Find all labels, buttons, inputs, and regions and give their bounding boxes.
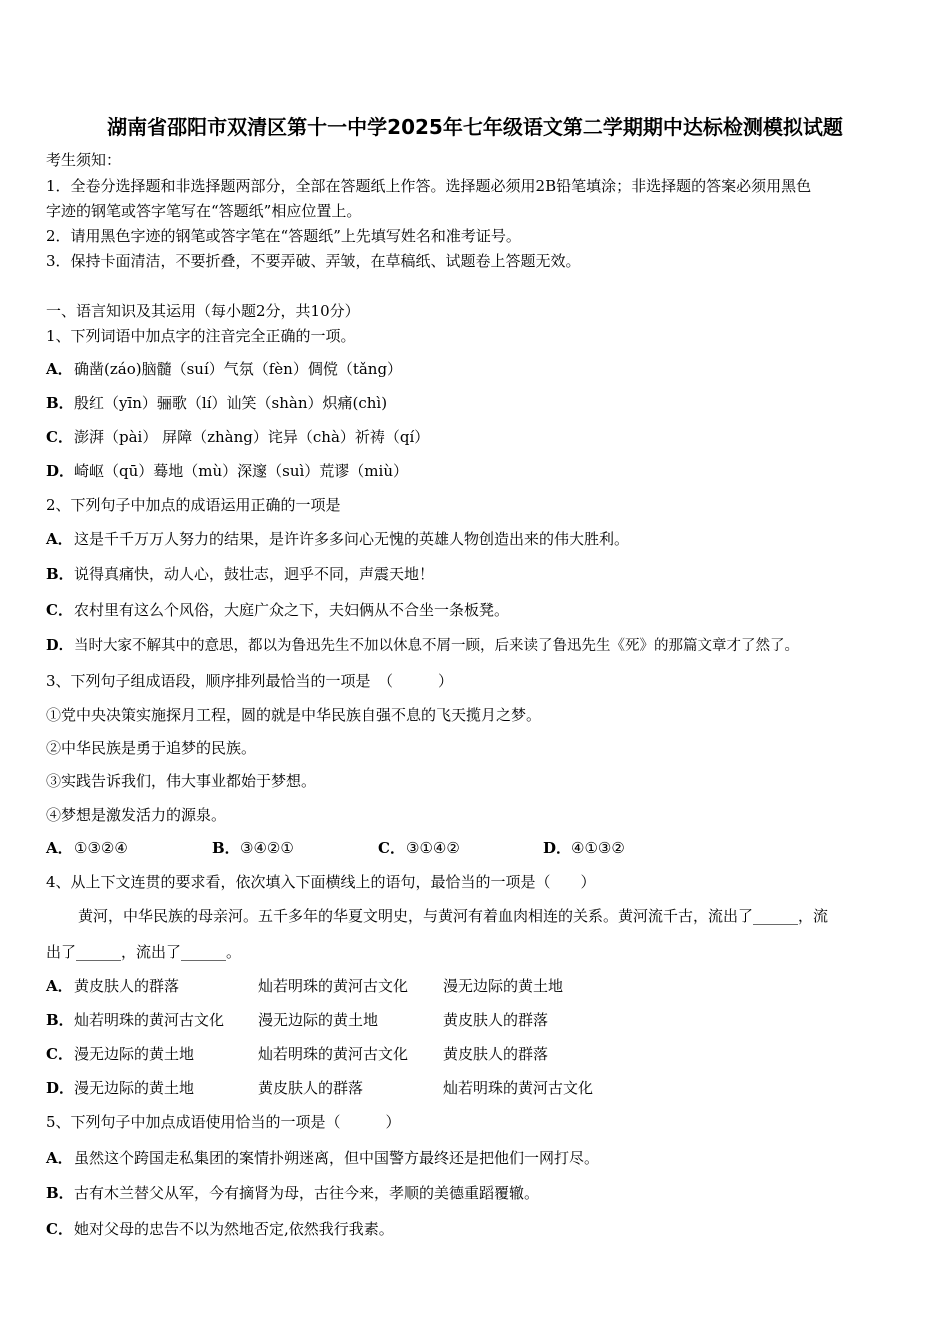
question-1-stem: 1、下列词语中加点字的注音完全正确的一项。: [46, 327, 356, 345]
q2-option-d: D．当时大家不解其中的意思，都以为鲁迅先生不加以休息不屑一顾，后来读了鲁迅先生《死》的那篇文章才了然了。: [46, 637, 799, 654]
notice-item: 2．请用黑色字迹的钢笔或答字笔在“答题纸”上先填写姓名和准考证号。: [46, 227, 521, 245]
q1-option-d: D．崎岖（qū）蓦地（mù）深邃（suì）荒谬（miù）: [46, 462, 408, 480]
question-5-stem: 5、下列句子中加点成语使用恰当的一项是（ ）: [46, 1113, 401, 1131]
question-4-stem: 4、从上下文连贯的要求看，依次填入下面横线上的语句，最恰当的一项是（ ）: [46, 873, 596, 891]
notice-item: 3．保持卡面清洁，不要折叠，不要弄破、弄皱，在草稿纸、试题卷上答题无效。: [46, 252, 581, 270]
notice-item: 字迹的钢笔或答字笔写在“答题纸”相应位置上。: [46, 202, 362, 220]
exam-page: 湖南省邵阳市双清区第十一中学2025年七年级语文第二学期期中达标检测模拟试题 考生须知： 1．全卷分选择题和非选择题两部分，全部在答题纸上作答。选择题必须用2B铅笔填涂；非选择题的答案必须用黑色 字迹的钢笔或答字笔写在“答题纸”相应位置上。 2．请用黑色字迹的钢笔或答字笔在“答题纸”上先填写姓名和准考证号。 3．保持卡面清洁，不要折叠，不要弄破、弄皱，在草稿纸、试题卷上答题无效。 一、语言知识及其运用（每小题2分，共10分） 1、下列词语中加点字的注音完全正确的一项。 A．确凿(záo)脑髓（suí）气氛（fèn）倜傥（tǎng） B．殷红（yīn）骊歌（lí）讪笑（shàn）炽痛(chì) C．澎湃（pài） 屏障（zhàng）诧异（chà）祈祷（qí） D．崎岖（qū）蓦地（mù）深邃（suì）荒谬（miù） 2、下列句子中加点的成语运用正确的一项是 A．这是千千万万人努力的结果，是许许多多问心无愧的英雄人物创造出来的伟大胜利。 B．说得真痛快，动人心，鼓壮志，迥乎不同，声震天地！ C．农村里有这么个风俗，大庭广众之下，夫妇俩从不合坐一条板凳。 D．当时大家不解其中的意思，都以为鲁迅先生不加以休息不屑一顾，后来读了鲁迅先生《死》的那篇文章才了然了。 3、下列句子组成语段，顺序排列最恰当的一项是 （ ） ①党中央决策实施探月工程，圆的就是中华民族自强不息的飞天揽月之梦。 ②中华民族是勇于追梦的民族。 ③实践告诉我们，伟大事业都始于梦想。 ④梦想是激发活力的源泉。 A．①③②④ B．③④②① C．③①④② D．④①③② 4、从上下文连贯的要求看，依次填入下面横线上的语句，最恰当的一项是（ ） 黄河，中华民族的母亲河。五千多年的华夏文明史，与黄河有着血肉相连的关系。黄河流千古，流出了______，流 出了______，流出了______。 A．黄皮肤人的群落 灿若明珠的黄河古文化 漫无边际的黄土地 B．灿若明珠的黄河古文化 漫无边际的黄土地 黄皮肤人的群落 C．漫无边际的黄土地 灿若明珠的黄河古文化 黄皮肤人的群落 D．漫无边际的黄土地 黄皮肤人的群落 灿若明珠的黄河古文化 5、下列句子中加点成语使用恰当的一项是（ ） A．虽然这个跨国走私集团的案情扑朔迷离，但中国警方最终还是把他们一网打尽。 B．古有木兰替父从军，今有摘肾为母，古往今来，孝顺的美德重蹈覆辙。 C．她对父母的忠告不以为然地否定,依然我行我素。: [0, 0, 950, 1344]
q3-sentence: ③实践告诉我们，伟大事业都始于梦想。: [46, 772, 317, 790]
q1-option-c: C．澎湃（pài） 屏障（zhàng）诧异（chà）祈祷（qí）: [46, 428, 430, 446]
q3-option-b: B．③④②①: [212, 839, 294, 857]
q4-passage: 黄河，中华民族的母亲河。五千多年的华夏文明史，与黄河有着血肉相连的关系。黄河流千古，流出了______，流: [78, 907, 829, 925]
q3-option-d: D．④①③②: [543, 839, 625, 857]
q3-option-c: C．③①④②: [378, 839, 460, 857]
notice-heading: 考生须知：: [46, 151, 122, 169]
q3-sentence: ②中华民族是勇于追梦的民族。: [46, 739, 257, 757]
q5-option-a: A．虽然这个跨国走私集团的案情扑朔迷离，但中国警方最终还是把他们一网打尽。: [46, 1149, 600, 1167]
q1-option-b: B．殷红（yīn）骊歌（lí）讪笑（shàn）炽痛(chì): [46, 394, 388, 412]
question-3-stem: 3、下列句子组成语段，顺序排列最恰当的一项是 （ ）: [46, 672, 454, 690]
q3-option-a: A．①③②④: [46, 839, 128, 857]
page-title: 湖南省邵阳市双清区第十一中学2025年七年级语文第二学期期中达标检测模拟试题: [107, 115, 843, 139]
q2-option-a: A．这是千千万万人努力的结果，是许许多多问心无愧的英雄人物创造出来的伟大胜利。: [46, 530, 630, 548]
notice-item: 1．全卷分选择题和非选择题两部分，全部在答题纸上作答。选择题必须用2B铅笔填涂；非选择题的答案必须用黑色: [46, 177, 812, 195]
q3-sentence: ④梦想是激发活力的源泉。: [46, 806, 227, 824]
q1-option-a: A．确凿(záo)脑髓（suí）气氛（fèn）倜傥（tǎng）: [46, 360, 403, 378]
section-heading: 一、语言知识及其运用（每小题2分，共10分）: [46, 302, 360, 320]
q5-option-b: B．古有木兰替父从军，今有摘肾为母，古往今来，孝顺的美德重蹈覆辙。: [46, 1184, 540, 1202]
q2-option-c: C．农村里有这么个风俗，大庭广众之下，夫妇俩从不合坐一条板凳。: [46, 601, 510, 619]
q2-option-b: B．说得真痛快，动人心，鼓壮志，迥乎不同，声震天地！: [46, 565, 435, 583]
q4-passage: 出了______，流出了______。: [46, 943, 242, 961]
question-2-stem: 2、下列句子中加点的成语运用正确的一项是: [46, 496, 341, 514]
q5-option-c: C．她对父母的忠告不以为然地否定,依然我行我素。: [46, 1220, 394, 1238]
q3-sentence: ①党中央决策实施探月工程，圆的就是中华民族自强不息的飞天揽月之梦。: [46, 706, 542, 724]
